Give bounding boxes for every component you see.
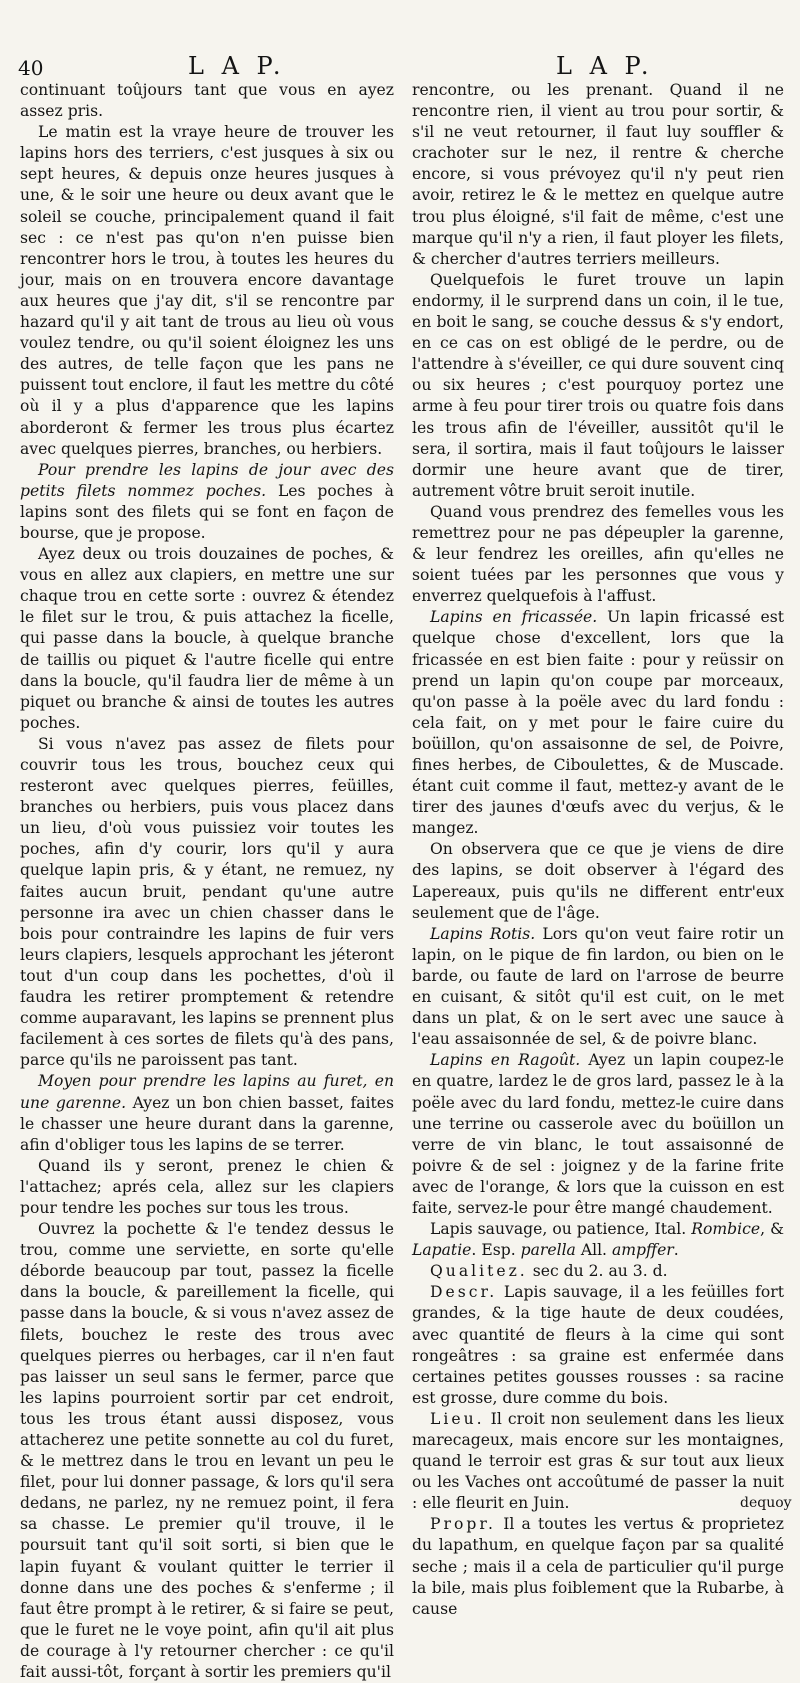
paragraph-text: . (673, 1241, 679, 1260)
section-title: Pour prendre les lapins de jour avec des petits filets nommez poches. (20, 460, 394, 500)
paragraph-text: sec du 2. au 3. d. (527, 1262, 668, 1281)
paragraph: Quand vous prendrez des femelles vous les remettrez pour ne pas dépeupler la garenne, & leur fendrez les oreilles, afin qu'elles ne soient tuées par les personnes que vous y enverrez quelquefois à l'affust. (412, 502, 784, 606)
section-title: Moyen pour prendre les lapins au furet, en une garenne. (20, 1072, 394, 1112)
entry-label: Propr. (430, 1515, 497, 1534)
paragraph: Quelquefois le furet trouve un lapin endormy, il le surprend dans un coin, il le tue, en boit le sang, se couche dessus & s'y endort, en ce cas on est obligé de le perdre, ou de l'attendre à s'éveiller, ce qui dure souvent cinq ou six heures ; c'est pourquoy portez une arme à feu pour tirer trois ou quatre fois dans les trous afin de l'éveiller, aussitôt qu'il le sera, il sortira, mais il faut toûjours le laisser dormir une heure avant que de tirer, autrement vôtre bruit seroit inutile. (412, 270, 784, 500)
paragraph: Quand ils y seront, prenez le chien & l'attachez; aprés cela, allez sur les clapiers pour tendre les poches sur tous les trous. (20, 1156, 394, 1217)
paragraph (20, 460, 394, 544)
paragraph: Ayez deux ou trois douzaines de poches, & vous en allez aux clapiers, en mettre une sur chaque trou en cette sorte : ouvrez & étendez le filet sur le trou, & puis attachez la ficelle, qui passe dans la boucle, à quelque branche de taillis ou piquet & l'autre ficelle qui entre dans la boucle, qu'il faudra lier de même à un piquet ou branche & ainsi de toutes les autres poches. (20, 545, 394, 732)
paragraph (20, 1071, 394, 1155)
paragraph: Ouvrez la pochette & l'e tendez dessus le trou, comme une serviette, en sorte qu'elle déborde beaucoup par tout, passez la ficelle dans la boucle, & pareillement la ficelle, qui passe dans la boucle, & si vous n'avez assez de filets, bouchez le reste des trous avec quelques pierres ou herbages, car il n'en faut pas laisser un seul sans le fermer, parce que les lapins pourroient sortir par cet endroit, tous les trous étant aussi disposez, vous attacherez une petite sonnette au col du furet, & le mettrez dans le trou en levant un peu le filet, pour lui donner passage, & lors qu'il sera dedans, ne parlez, ny ne remuez point, il fera sa chasse. Le premier qu'il trouve, il le poursuit tant qu'il soit sorti, si bien que le lapin fuyant & voulant quitter le terrier il donne dans une des poches & s'enferme ; il faut être prompt à le retirer, & si faire se peut, que le furet ne le voye point, afin qu'il ait plus de courage à l'y retourner chercher : ce qu'il fait aussi-tôt, forçant à sortir les premiers qu'il (20, 1220, 394, 1682)
paragraph-text: Les poches à lapins sont des filets qui se font en façon de bourse, que je propose. (20, 481, 394, 542)
entry-label: Descr. (430, 1283, 498, 1302)
paragraph-text: . Esp. (471, 1241, 521, 1260)
plant-name: Rombice (691, 1220, 761, 1239)
paragraph-text: Lapis sauvage, ou patience, Ital. (430, 1220, 692, 1239)
plant-name: ampffer (611, 1241, 674, 1260)
catchword: dequoy (740, 1495, 792, 1511)
paragraph (412, 924, 784, 1051)
paragraph (412, 1050, 784, 1219)
entry-label: Qualitez. (430, 1262, 528, 1281)
paragraph: Le matin est la vraye heure de trouver les lapins hors des terriers, c'est jusques à six ou sept heures, & depuis onze heures jusques à une, & le soir une heure ou deux avant que le soleil se couche, principalement quand il fait sec : ce n'est pas qu'on n'en puisse bien rencontrer hors le trou, à toutes les heures du jour, mais on en trouvera encore davantage aux heures que j'ay dit, s'il se rencontre par hazard qu'il y ait tant de trous au lieu où vous voulez tendre, ou qu'il soient éloignez les uns des autres, de telle façon que les pans ne puissent tout enclore, il faut les mettre du côté où il y a plus d'apparence que les lapins aborderont & fermer les trous plus écartez avec quelques pierres, branches, ou herbiers. (20, 123, 394, 458)
paragraph-text: All. (575, 1241, 612, 1260)
running-head-right: L A P. (556, 52, 654, 80)
paragraph (412, 1409, 784, 1514)
paragraph-text: , & (760, 1220, 784, 1239)
paragraph-text: Ayez un lapin coupez-le en quatre, lardez le de gros lard, passez le à la poële avec du lard fondu, mettez-le cuire dans une terrine ou casserole avec du boüillon un verre de vin blanc, le tout assaisonné de poivre & de sel : joignez y de la farine frite avec de l'orange, & lors que la cuisson en est faite, servez-le pour être mangé chaudement. (412, 1051, 784, 1217)
right-column (412, 80, 784, 1620)
paragraph-text: Lors qu'on veut faire rotir un lapin, on le pique de fin lardon, ou bien on le barde, ou faute de lard on l'arrose de beurre en cuisant, & sitôt qu'il est cuit, on le met dans un plat, & on le sert avec une sauce à l'eau assaisonnée de sel, & de poivre blanc. (412, 924, 785, 1049)
running-head-left: L A P. (188, 52, 286, 80)
paragraph: continuant toûjours tant que vous en ayez assez pris. (20, 81, 394, 121)
page-number: 40 (18, 56, 44, 80)
paragraph: On observera que ce que je viens de dire des lapins, se doit observer à l'égard des Lapereaux, puis qu'ils ne different entr'eux seulement que de l'âge. (412, 840, 784, 922)
plant-name: parella (520, 1241, 576, 1260)
entry-label: Lieu. (430, 1409, 485, 1428)
paragraph (412, 1219, 784, 1261)
paragraph-text: Il croit non seulement dans les lieux marecageux, mais encore sur les montaignes, quand le terroir est gras & sur tout aux lieux ou les Vaches ont accoûtumé de passer la nuit : elle fleurit en Juin. (412, 1409, 784, 1513)
paragraph-text: Il a toutes les vertus & proprietez du lapathum, en quelque façon par sa qualité seche ; mais il a cela de particulier qu'il purge la bile, mais plus foiblement que la Rubarbe, à cause (412, 1515, 784, 1618)
paragraph-text: Ayez un bon chien basset, faites le chasser une heure durant dans la garenne, afin d'obliger tous les lapins de se terrer. (20, 1093, 394, 1154)
section-title: Lapins Rotis. (430, 924, 536, 943)
paragraph: rencontre, ou les prenant. Quand il ne rencontre rien, il vient au trou pour sortir, & s'il ne veut retourner, il faut luy souffler & crachoter sur le nez, il rentre & cherche encore, si vous prévoyez qu'il n'y peut rien avoir, retirez le & le mettez en quelque autre trou plus éloigné, s'il fait de même, c'est une marque qu'il n'y a rien, il faut ployer les filets, & chercher d'autres terriers meilleurs. (412, 81, 784, 268)
left-column (20, 80, 394, 1683)
paragraph (412, 607, 784, 839)
section-title: Lapins en fricassée. (430, 608, 598, 627)
section-title: Lapins en Ragoût. (430, 1051, 581, 1070)
plant-name: Lapatie (412, 1241, 472, 1260)
paragraph (412, 1261, 784, 1282)
paragraph (412, 1514, 784, 1619)
paragraph: Si vous n'avez pas assez de filets pour couvrir tous les trous, bouchez ceux qui resteront avec quelques pierres, feüilles, branches ou herbiers, puis vous placez dans un lieu, d'où vous puissiez voir toutes les poches, afin d'y courir, lors qu'il y aura quelque lapin pris, & y étant, ne remuez, ny faites aucun bruit, pendant qu'une autre personne ira avec un chien chasser dans le bois pour contraindre les lapins de fuir vers leurs clapiers, lesquels approchant les jéteront tout d'un coup dans les pochettes, d'où il faudra les retirer promptement & retendre comme auparavant, les lapins se prennent plus facilement à ces sortes de filets qu'à des pans, parce qu'ils ne paroissent pas tant. (20, 734, 394, 1070)
paragraph (412, 1282, 784, 1409)
paragraph-text: Un lapin fricassé est quelque chose d'excellent, lors que la fricassée en est bien faite : pour y reüssir on prend un lapin qu'on coupe par morceaux, qu'on passe à la poële avec du lard fondu : cela fait, on y met pour le faire cuire du boüillon, qu'on assaisonne de sel, de Poivre, fines herbes, de Ciboulettes, & de Muscade. étant cuit comme il faut, mettez-y avant de le tirer des jaunes d'œufs avec du verjus, & le mangez. (412, 608, 784, 838)
paragraph-text: Lapis sauvage, il a les feüilles fort grandes, & la tige haute de deux coudées, avec quantité de fleurs à la cime qui sont rongeâtres : sa graine est enfermée dans certaines petites gousses rousses : sa racine est grosse, dure comme du bois. (412, 1283, 784, 1407)
